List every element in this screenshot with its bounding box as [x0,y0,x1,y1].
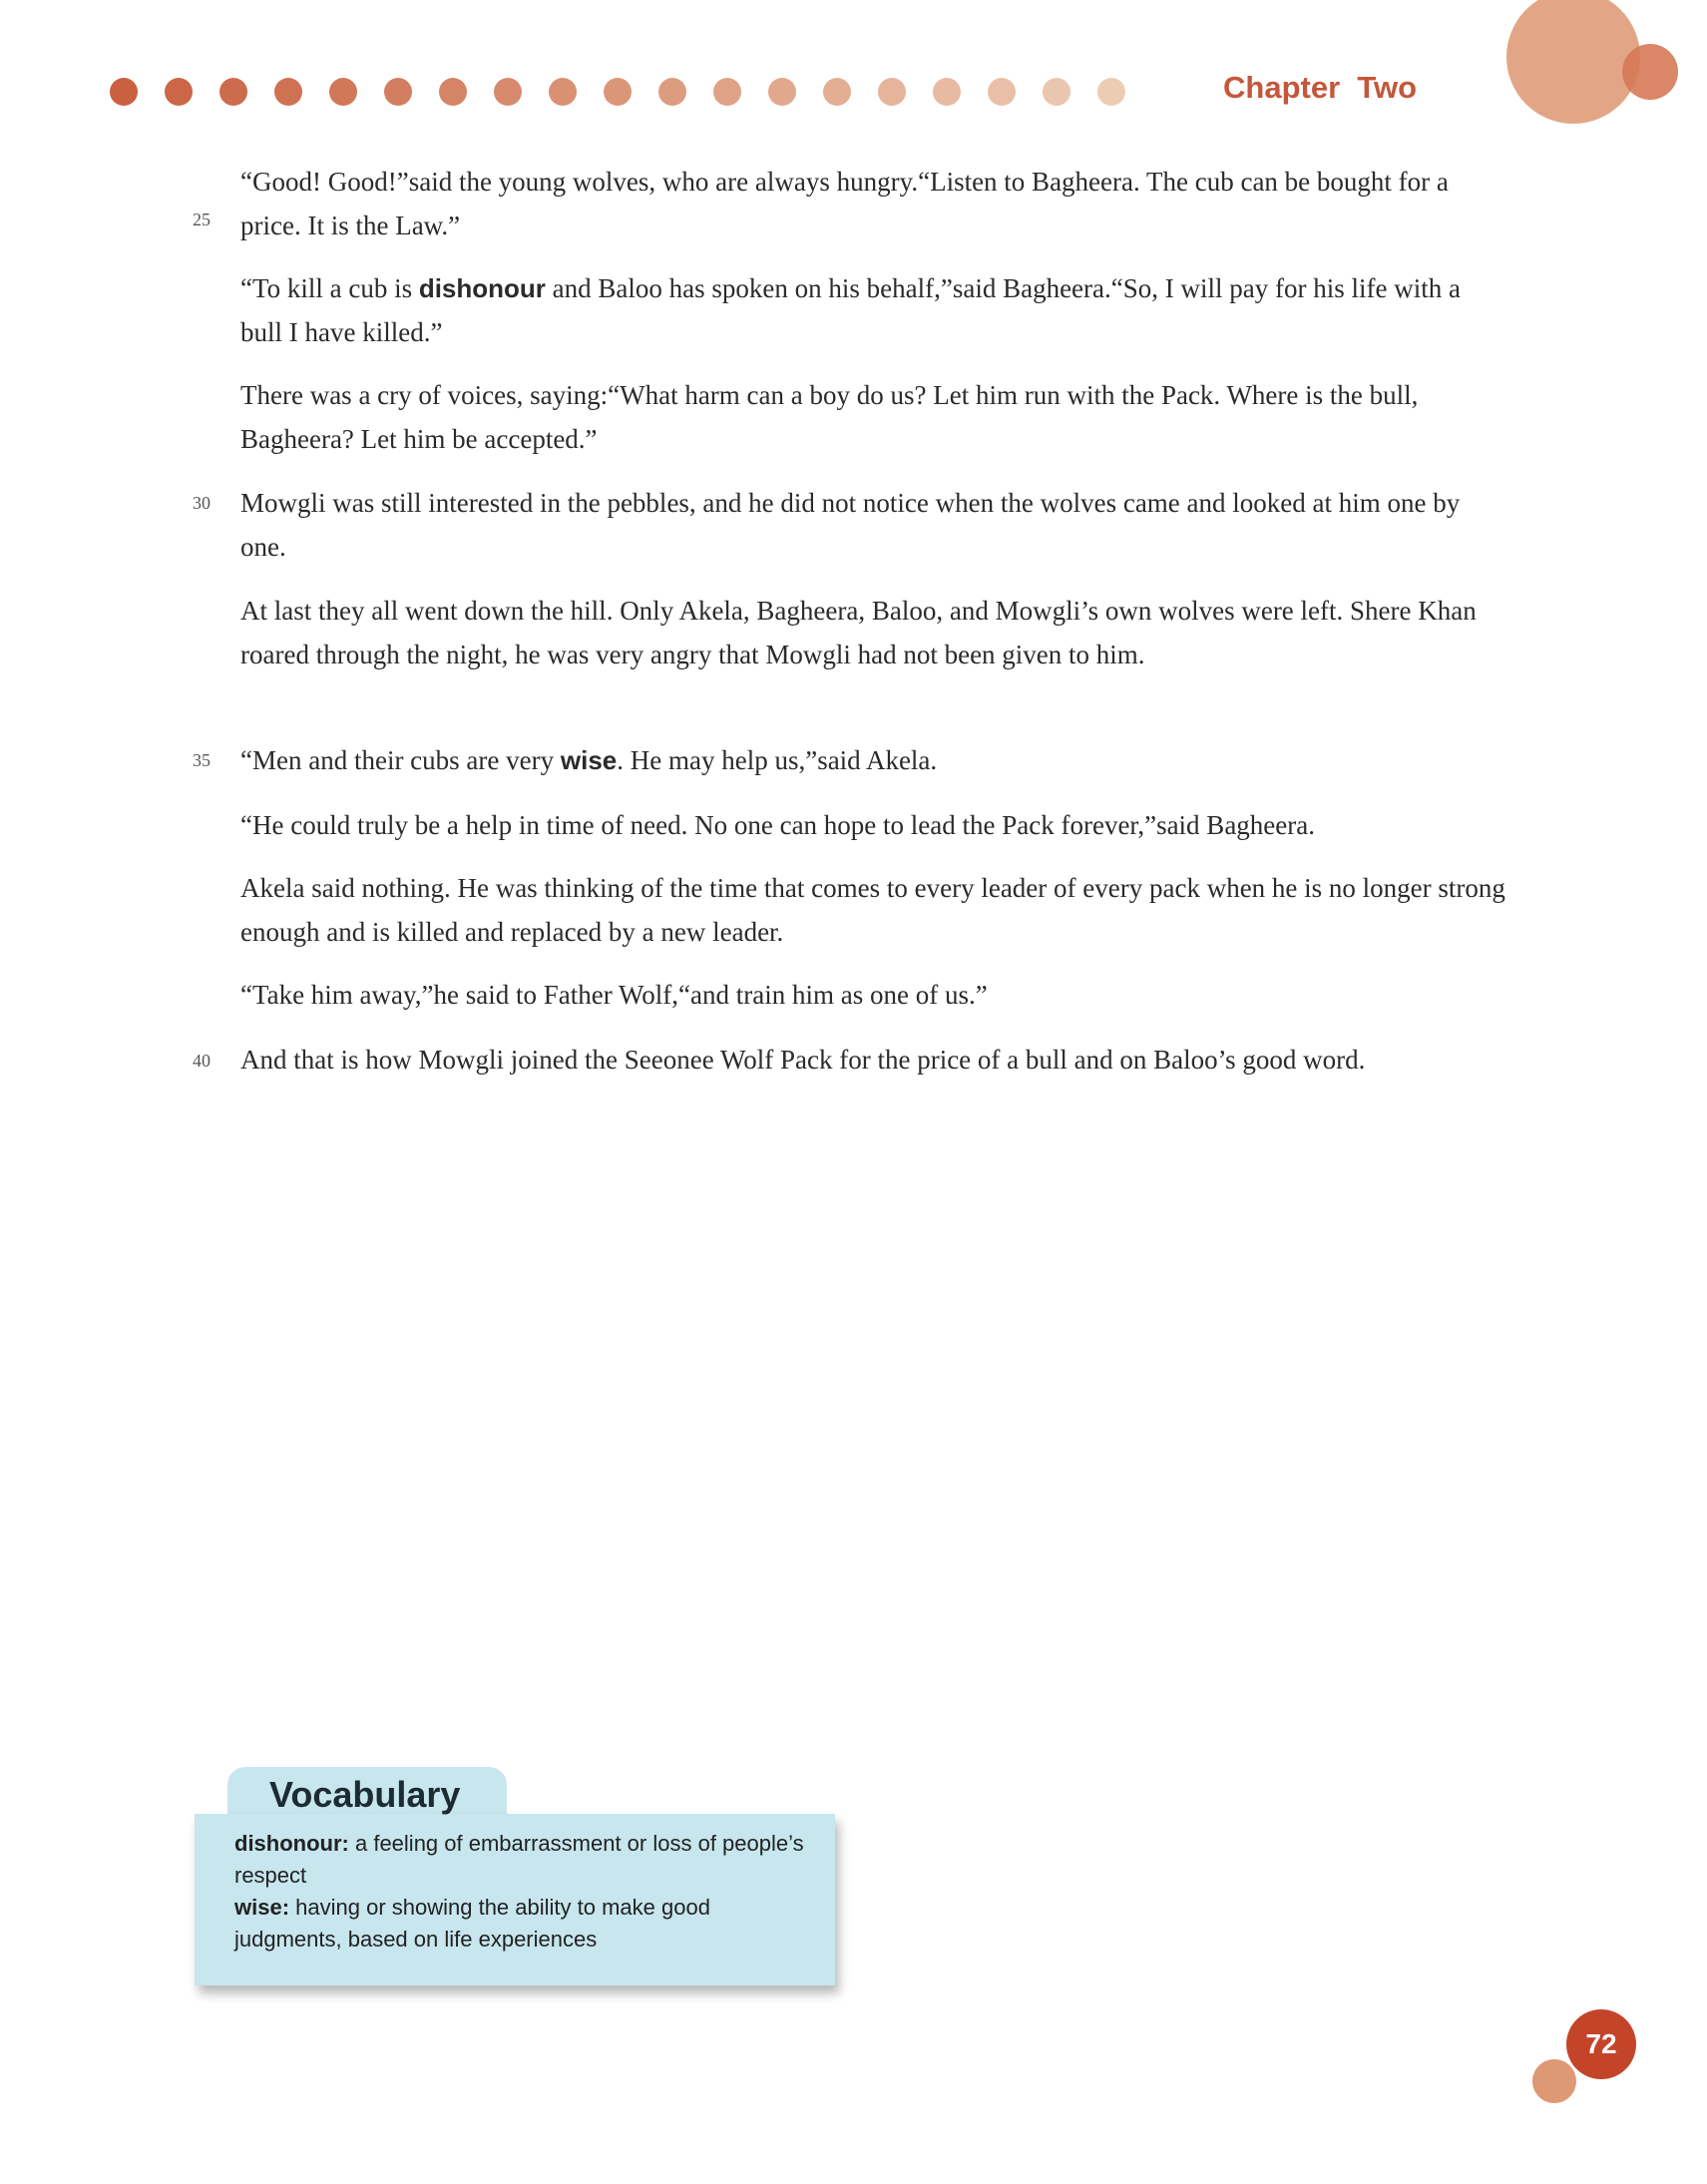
paragraph-text: . He may help us,”said Akela. [617,745,938,775]
paragraph-text: “To kill a cub is [240,273,419,303]
decor-big-circle [1506,0,1640,124]
header-dot [933,78,961,106]
decor-small-circle [1622,44,1678,100]
header-dot [110,78,138,106]
header-dot [384,78,412,106]
paragraph-text: “He could truly be a help in time of need. No one can hope to lead the Pack forever,”said Bagheera. [240,810,1315,840]
paragraph [240,866,1507,954]
header-dot [658,78,686,106]
paragraph-text: Mowgli was still interested in the pebbles, and he did not notice when the wolves came and looked at him one by one. [240,488,1461,562]
header-dot [219,78,247,106]
paragraph [240,1038,1507,1082]
paragraph [240,738,1507,782]
header-dot [988,78,1016,106]
paragraph [240,973,1507,1017]
vocabulary-entry [234,1828,813,1892]
vocabulary-definitions [234,1828,813,1956]
chapter-label: Chapter Two [1223,70,1418,105]
paragraph [240,160,1507,247]
header-dot [1097,78,1125,106]
header-dot [549,78,577,106]
paragraph [240,373,1507,461]
vocabulary-term: dishonour: [234,1831,349,1856]
line-number: 40 [193,1051,211,1071]
paragraph-text: Akela said nothing. He was thinking of the time that comes to every leader of every pack when he is no longer strong enough and is killed and replaced by a new leader. [240,873,1505,947]
vocabulary-entry [234,1892,813,1956]
paragraph [240,803,1507,847]
header-dot [1043,78,1070,106]
paragraph [240,481,1507,569]
header-dot [165,78,193,106]
paragraph-text: And that is how Mowgli joined the Seeonee Wolf Pack for the price of a bull and on Baloo’s good word. [240,1045,1366,1075]
paragraph-text: “Take him away,”he said to Father Wolf,“and train him as one of us.” [240,980,988,1010]
header-dot [713,78,741,106]
line-number: 30 [193,493,211,513]
header-dot [768,78,796,106]
paragraph-text: “Men and their cubs are very [240,745,561,775]
header-dot [274,78,302,106]
vocabulary-title: Vocabulary [269,1774,461,1815]
paragraph-text: and Baloo has spoken on his behalf,”said Bagheera.“So, I will pay for his life with a bull I have killed.” [240,273,1461,347]
page-number: 72 [1566,2009,1636,2079]
header-dot [823,78,851,106]
paragraph-text: “Good! Good!”said the young wolves, who are always hungry.“Listen to Bagheera. The cub can be bought for a price. It is the Law.” [240,167,1449,240]
vocabulary-definition: a feeling of embarrassment or loss of people’s respect [234,1831,804,1888]
page-number-decor-circle [1532,2059,1576,2103]
header-dot [494,78,522,106]
header-dot [604,78,632,106]
vocabulary-term: wise: [234,1895,290,1920]
paragraph [240,589,1507,676]
vocabulary-definition: having or showing the ability to make good judgments, based on life experiences [234,1895,710,1952]
vocab-term-dishonour: dishonour [418,273,546,303]
paragraph-text: There was a cry of voices, saying:“What harm can a boy do us? Let him run with the Pack. Where is the bull, Bagheera? Let him be accepted.” [240,380,1419,454]
paragraph-text: At last they all went down the hill. Only Akela, Bagheera, Baloo, and Mowgli’s own wolves were left. Shere Khan roared through the night, he was very angry that Mowgli had not been given to him. [240,596,1477,669]
header-dot [329,78,357,106]
header-dot [439,78,467,106]
paragraph [240,266,1507,354]
line-number: 25 [193,210,211,229]
line-number: 35 [193,750,211,770]
header-dot [878,78,906,106]
vocab-term-wise: wise [560,745,618,775]
